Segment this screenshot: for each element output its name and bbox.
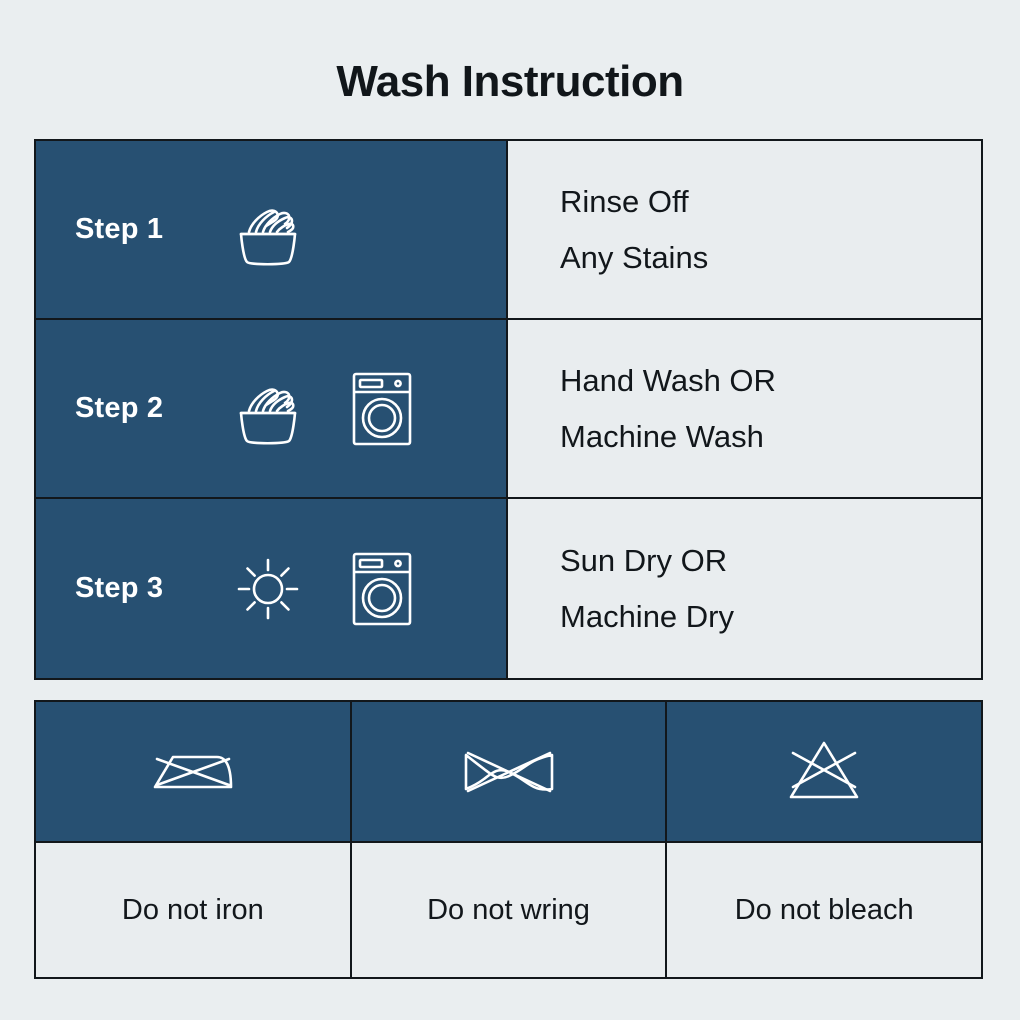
do-not-wring-label-cell	[352, 843, 666, 977]
step-3-text-panel	[508, 499, 981, 678]
step-1-text	[560, 174, 708, 286]
step-3-icons	[225, 548, 419, 630]
step-2-text-line2: Machine Wash	[560, 418, 764, 454]
care-symbol-do-not-bleach	[667, 702, 981, 977]
step-3-text	[560, 533, 734, 645]
step-2-icon-panel	[36, 320, 508, 497]
hand-wash-icon	[225, 369, 311, 449]
hand-wash-icon	[225, 190, 311, 270]
sun-icon	[225, 548, 311, 630]
table-row	[36, 141, 981, 320]
do-not-wring-label: Do not wring	[427, 893, 590, 926]
do-not-iron-label-cell	[36, 843, 350, 977]
do-not-iron-icon	[145, 735, 241, 809]
washing-machine-icon	[345, 368, 419, 450]
step-3-label: Step 3	[75, 572, 164, 604]
step-3-text-line2: Machine Dry	[560, 598, 734, 634]
step-1-text-line2: Any Stains	[560, 239, 709, 275]
do-not-iron-label: Do not iron	[121, 893, 264, 926]
step-3-text-line1: Sun Dry OR	[560, 542, 728, 578]
step-2-label: Step 2	[75, 392, 164, 424]
step-1-text-panel	[508, 141, 981, 318]
do-not-bleach-icon-cell	[667, 702, 981, 843]
do-not-bleach-icon	[779, 735, 869, 809]
do-not-wring-icon-cell	[352, 702, 666, 843]
step-2-text-panel	[508, 320, 981, 497]
table-row	[36, 499, 981, 678]
step-2-text	[560, 353, 776, 465]
care-symbols-table	[34, 700, 983, 979]
step-1-icon-panel	[36, 141, 508, 318]
do-not-wring-icon	[454, 735, 564, 809]
page-title: Wash Instruction	[336, 57, 684, 106]
table-row	[36, 320, 981, 499]
step-1-icons	[225, 190, 311, 270]
step-1-text-line1: Rinse Off	[560, 183, 689, 219]
care-symbol-do-not-iron	[36, 702, 352, 977]
washing-machine-icon	[345, 548, 419, 630]
step-2-text-line1: Hand Wash OR	[560, 362, 776, 398]
step-3-icon-panel	[36, 499, 508, 678]
do-not-iron-icon-cell	[36, 702, 350, 843]
step-1-label: Step 1	[75, 213, 164, 245]
steps-table	[34, 139, 983, 680]
care-symbol-do-not-wring	[352, 702, 668, 977]
step-2-icons	[225, 368, 419, 450]
do-not-bleach-label-cell	[667, 843, 981, 977]
do-not-bleach-label: Do not bleach	[734, 893, 914, 926]
